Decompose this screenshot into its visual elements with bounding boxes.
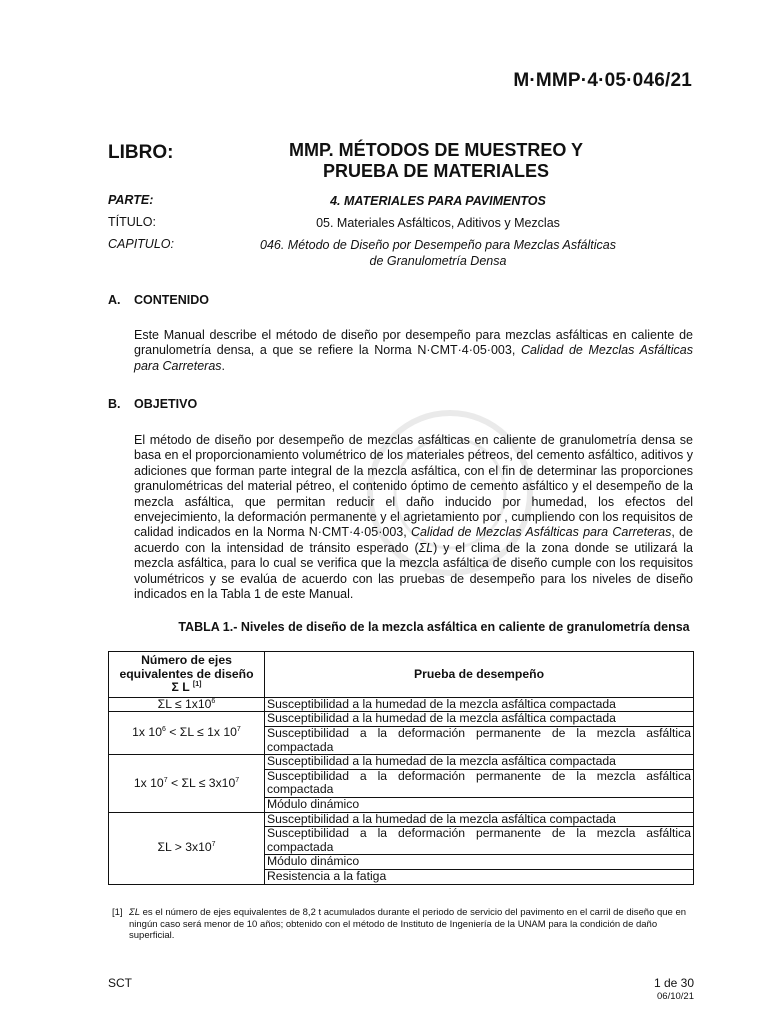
- test-cell: Susceptibilidad a la humedad de la mezcla asfáltica compactada: [265, 812, 694, 827]
- level-4: $\Sigma L > 3x10^7$: [109, 812, 265, 884]
- design-levels-table: [108, 651, 694, 885]
- table-header-row: [109, 652, 694, 698]
- parte-label: PARTE:: [108, 193, 154, 207]
- table-footnote: [1] ΣL es el número de ejes equivalentes de 8,2 t acumulados durante el periodo de servicio del pavimento en el carril de diseño que en ningún caso será menor de 10 años; obtenido con el método de Instituto de Ingeniería de la UNAM para la condición de daño superficial.: [112, 907, 687, 942]
- libro-title: MMP. MÉTODOS DE MUESTREO Y PRUEBA DE MATERIALES: [288, 140, 584, 181]
- footer-org: SCT: [108, 976, 132, 990]
- test-cell: Módulo dinámico: [265, 797, 694, 812]
- footer-date: 06/10/21: [657, 991, 694, 1002]
- page-number: 1 de 30: [653, 976, 694, 990]
- capitulo-value: 046. Método de Diseño por Desempeño para Mezclas Asfálticas de Granulometría Densa: [260, 238, 616, 268]
- table-row: [109, 812, 694, 827]
- document-code: M·MMP·4·05·046/21: [513, 70, 692, 91]
- level-2: 1x $10^6 < \Sigma L \le 1x$ $10^7$: [109, 712, 265, 755]
- table-row: [109, 697, 694, 712]
- level-1: $\Sigma L \le 1x10^6$: [109, 697, 265, 712]
- test-cell: Susceptibilidad a la humedad de la mezcla asfáltica compactada: [265, 697, 694, 712]
- test-cell: Resistencia a la fatiga: [265, 869, 694, 884]
- section-b-letter: B.: [108, 397, 121, 411]
- test-cell: Susceptibilidad a la humedad de la mezcla asfáltica compactada: [265, 755, 694, 770]
- section-a-letter: A.: [108, 293, 121, 307]
- table-caption: TABLA 1.- Niveles de diseño de la mezcla asfáltica en caliente de granulometría densa: [178, 620, 690, 634]
- parte-value: 4. MATERIALES PARA PAVIMENTOS: [330, 194, 546, 208]
- header-axles: Número de ejes equivalentes de diseño Σ L [1]: [109, 652, 265, 698]
- test-cell: Módulo dinámico: [265, 855, 694, 870]
- titulo-label: TÍTULO:: [108, 215, 156, 229]
- test-cell: Susceptibilidad a la deformación permanente de la mezcla asfáltica compactada: [265, 726, 694, 754]
- capitulo-label: CAPITULO:: [108, 237, 174, 251]
- test-cell: Susceptibilidad a la deformación permanente de la mezcla asfáltica compactada: [265, 827, 694, 855]
- test-cell: Susceptibilidad a la deformación permanente de la mezcla asfáltica compactada: [265, 769, 694, 797]
- level-3: 1x $10^7 < \Sigma L \le 3x10^7$: [109, 755, 265, 812]
- titulo-value: 05. Materiales Asfálticos, Aditivos y Mezclas: [316, 216, 560, 230]
- table-row: [109, 712, 694, 727]
- libro-label: LIBRO:: [108, 142, 174, 163]
- section-b-text: El método de diseño por desempeño de mezclas asfálticas en caliente de granulometría densa se basa en el proporcionamiento volumétrico de los materiales pétreos, del cemento asfáltico, aditivos y adiciones que forman parte integral de la mezcla asfáltica, con el fin de determinar las proporciones granulométricas del material pétreo, el contenido óptimo de cemento asfáltico y el desempeño de la mezcla asfáltica, que permitan reducir el daño inducido por humedad, los efectos del envejecimiento, la deformación permanente y el agrietamiento por , cumpliendo con los requisitos de calidad indicados en la Norma N·CMT·4·05·003, Calidad de Mezclas Asfálticas para Carreteras, de acuerdo con la intensidad de tránsito esperado (ΣL) y el clima de la zona donde se utilizará la mezcla asfáltica, para lo cual se verifica que la mezcla asfáltica de diseño cumple con los requisitos volumétricos y se evalúa de acuerdo con las pruebas de desempeño para los niveles de diseño indicados en la Tabla 1 de este Manual.: [134, 433, 694, 602]
- section-a-text: Este Manual describe el método de diseño por desempeño para mezclas asfálticas en caliente de granulometría densa, a que se refiere la Norma N·CMT·4·05·003, Calidad de Mezclas Asfálticas para Carreteras.: [134, 328, 693, 373]
- section-b-title: OBJETIVO: [134, 397, 198, 411]
- section-a-title: CONTENIDO: [134, 293, 209, 307]
- table-row: [109, 755, 694, 770]
- test-cell: Susceptibilidad a la humedad de la mezcla asfáltica compactada: [265, 712, 694, 727]
- header-test: Prueba de desempeño: [265, 652, 694, 698]
